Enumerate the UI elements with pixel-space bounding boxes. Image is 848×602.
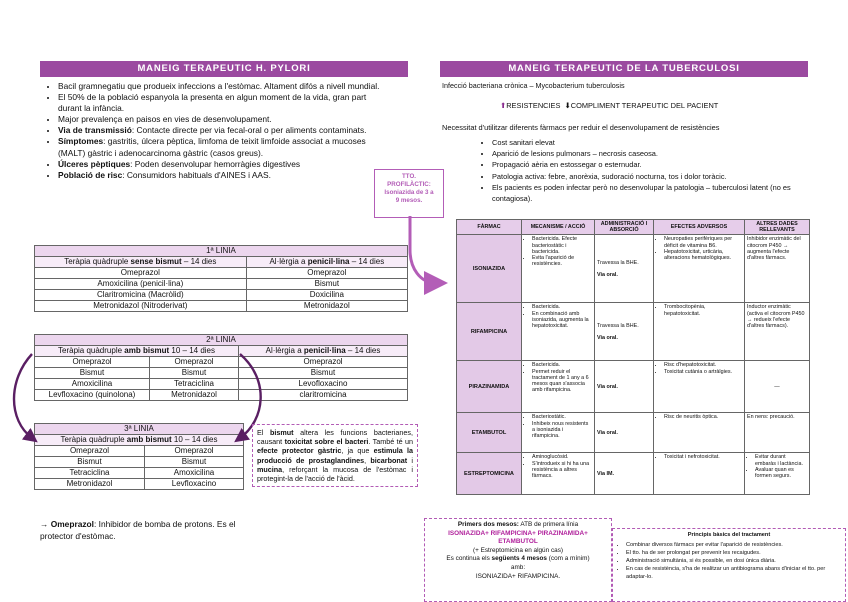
col-header: EFECTES ADVERSOS bbox=[654, 220, 745, 235]
first-months-box: Primers dos mesos: ATB de primera línia ISONIAZIDA+ RIFAMPICINA+ PIRAZINAMIDA+ ETAMBUTOL (+ Estreptomicina en algún cas) Es continua els següents 4 mesos (com a mínim) amb: ISONIAZIDA+ RIFAMPICINA. bbox=[424, 518, 612, 602]
line2-sub-left: Teràpia quàdruple amb bismut 10 – 14 dies bbox=[35, 346, 239, 357]
table-row: Bismut Bismut bbox=[35, 457, 244, 468]
table-row: Claritromicina (Macròlid) Doxicilina bbox=[35, 290, 408, 301]
list-item: • En cas de resistència, s'ha de realitzar un antibiograma abans d'iniciar el tto. per adaptar-lo. bbox=[626, 565, 842, 581]
line2-table bbox=[34, 334, 408, 401]
bullet: • Aparició de lesions pulmonars – necrosis caseosa. bbox=[492, 148, 824, 159]
tto-profilactic-box: TTO. PROFILÀCTIC: Isoniazida de 3 a 9 mesos. bbox=[374, 169, 444, 218]
table-row: Omeprazol Omeprazol Omeprazol bbox=[35, 357, 408, 368]
col-header: ADMINISTRACIÓ I ABSORCIÓ bbox=[595, 220, 654, 235]
bullet: • Úlceres pèptiques: Poden desenvolupar hemorràgies digestives bbox=[58, 159, 380, 170]
omeprazol-note: → Omeprazol: Inhibidor de bomba de protons. Es el protector d'estòmac. bbox=[40, 519, 236, 541]
line2-title: 2ª LINIA bbox=[35, 335, 408, 346]
table-row: Metronidazol (Nitroderivat) Metronidazol bbox=[35, 301, 408, 312]
table-row: Amoxicilina Tetraciclina Levofloxacino bbox=[35, 379, 408, 390]
bullet: • El 50% de la població espanyola la presenta en algun moment de la vida, gran part durant la infància. bbox=[58, 92, 380, 114]
bullet: • Bacil gramnegatiu que produeix infeccions a l'estòmac. Altament difós a nivell mundial. bbox=[58, 81, 380, 92]
table-row: ETAMBUTOL • Bacteriostàtic. • Inhibeix nous resistents a isoniazida i rifampicina. Via oral. • Risc de neuritis òptica. En nens: precaució. bbox=[457, 413, 810, 453]
line1-sub-right: Al·lèrgia a penicil·lina – 14 dies bbox=[246, 257, 407, 268]
list-item: • Administració simultània, si és possible, en dosi única diària. bbox=[626, 557, 842, 565]
resistencies-line: ⬆RESISTENCIES ⬇COMPLIMENT TERAPEUTIC DEL PACIENT bbox=[500, 101, 719, 110]
intro-text: Infecció bacteriana crònica – Mycobacterium tuberculosis bbox=[442, 81, 625, 90]
arrow-up-icon: ⬆ bbox=[500, 101, 507, 110]
arrow-tto bbox=[410, 216, 436, 283]
table-row: Levfloxacino (quinolona) Metronidazol claritromicina bbox=[35, 390, 408, 401]
table-row: ESTREPTOMICINA • Aminoglucòsid. • S'introdueix si hi ha una resistència a altres fàrmacs. Via IM. • Toxicitat i nefrotoxicitat. • Evitar durant embaràs i lactància. • Avaluar quan es formen segurs. bbox=[457, 453, 810, 495]
table-row: Metronidazol Levfloxacino bbox=[35, 479, 244, 490]
hpylori-bullets bbox=[44, 81, 380, 181]
tb-bullets bbox=[478, 137, 824, 204]
hpylori-header: MANEIG TERAPEUTIC H. PYLORI bbox=[40, 61, 408, 77]
line1-table bbox=[34, 245, 408, 312]
table-row: Bismut Bismut Bismut bbox=[35, 368, 408, 379]
bullet: • Patologia activa: febre, anorèxia, sudoració nocturna, tos i dolor toràcic. bbox=[492, 171, 824, 182]
bullet: • Els pacients es poden infectar però no desenvolupar la patologia – tuberculosi latent (no es contagiosa). bbox=[492, 182, 824, 204]
drugs-table bbox=[456, 219, 810, 495]
bismut-note: El bismut altera les funcions bacterianes, causant toxicitat sobre el bacteri. També té un efecte protector gàstric, ja que estimula la producció de prostaglandines, bicarbonat i mucina, reforçant la mucosa de l'estòmac i protegint-la de l'acció de l'àcid. bbox=[252, 424, 418, 487]
list-item: • El tto. ha de ser prolongat per prevenir les recaigudes. bbox=[626, 549, 842, 557]
principles-box bbox=[612, 528, 846, 602]
bullet: • Cost sanitari elevat bbox=[492, 137, 824, 148]
table-row: RIFAMPICINA • Bactericida. • En combinació amb isoniazida, augmenta la hepatotoxicitat. Travessa la BHE. Via oral. • Trombocitopènia, hepatotoxicitat. Inductor enzimàtic (activa el citocrom P450 → redueix l'efecte d'altres fàrmacs). bbox=[457, 303, 810, 361]
arrow-left bbox=[14, 354, 32, 438]
col-header: ALTRES DADES RELLEVANTS bbox=[745, 220, 810, 235]
arrow-down-icon: ⬇ bbox=[564, 101, 571, 110]
table-row: Omeprazol Omeprazol bbox=[35, 446, 244, 457]
line2-sub-right: Al·lèrgia a penicil·lina – 14 dies bbox=[239, 346, 408, 357]
col-header: FÀRMAC bbox=[457, 220, 522, 235]
line1-title: 1ª LINIA bbox=[35, 246, 408, 257]
line1-sub-left: Teràpia quàdruple sense bismut – 14 dies bbox=[35, 257, 247, 268]
line3-sub: Teràpia quàdruple amb bismut 10 – 14 dies bbox=[35, 435, 244, 446]
table-row: Amoxicilina (penicil·lina) Bismut bbox=[35, 279, 408, 290]
need-text: Necessitat d'utilitzar diferents fàrmacs per reduir el desenvolupament de resistències bbox=[442, 123, 720, 132]
col-header: MECANISME / ACCIÓ bbox=[522, 220, 595, 235]
table-row: Omeprazol Omeprazol bbox=[35, 268, 408, 279]
bullet: • Major prevalença en paisos en vies de desenvolupament. bbox=[58, 114, 380, 125]
bullet: • Via de transmissió: Contacte directe per via fecal-oral o per aliments contaminats. bbox=[58, 125, 380, 136]
line3-title: 3ª LINIA bbox=[35, 424, 244, 435]
tuberculosi-header: MANEIG TERAPEUTIC DE LA TUBERCULOSI bbox=[440, 61, 808, 77]
principles-title: Principis bàsics del tractament bbox=[687, 532, 771, 538]
bullet: • Propagació aèria en estossegar o esternudar. bbox=[492, 159, 824, 170]
bullet: • Símptomes: gastritis, úlcera pèptica, limfoma de teixit limfoide associat a mucoses (MALT) gàstric i adenocarcinoma gàstric (casos greus). bbox=[58, 136, 380, 158]
list-item: • Combinar diversos fàrmacs per evitar l'aparició de resistències. bbox=[626, 541, 842, 549]
table-row: ISONIAZIDA • Bactericida. Efecte bacteriostàtic i bactericida. • Evita l'aparició de resistències. Travessa la BHE. Via oral. • Neuropaties perifèriques per dèficit de vitamina B6. • Hepatotoxicitat, urticària, alteracions hematològiques. Inhibidor enzimàtic del citocrom P450 → augmenta l'efecte d'altres fàrmacs. bbox=[457, 235, 810, 303]
table-row: Tetraciclina Amoxicilina bbox=[35, 468, 244, 479]
table-row: PIRAZINAMIDA • Bactericida. • Permet reduir el tractament de 1 any a 6 mesos quan s'associa amb rifampicina. Via oral. • Risc d'hepatotoxicitat. • Toxicitat cutània o artràlgies. — bbox=[457, 361, 810, 413]
bullet: • Població de risc: Consumidors habituals d'AINES i AAS. bbox=[58, 170, 380, 181]
line3-table bbox=[34, 423, 244, 490]
